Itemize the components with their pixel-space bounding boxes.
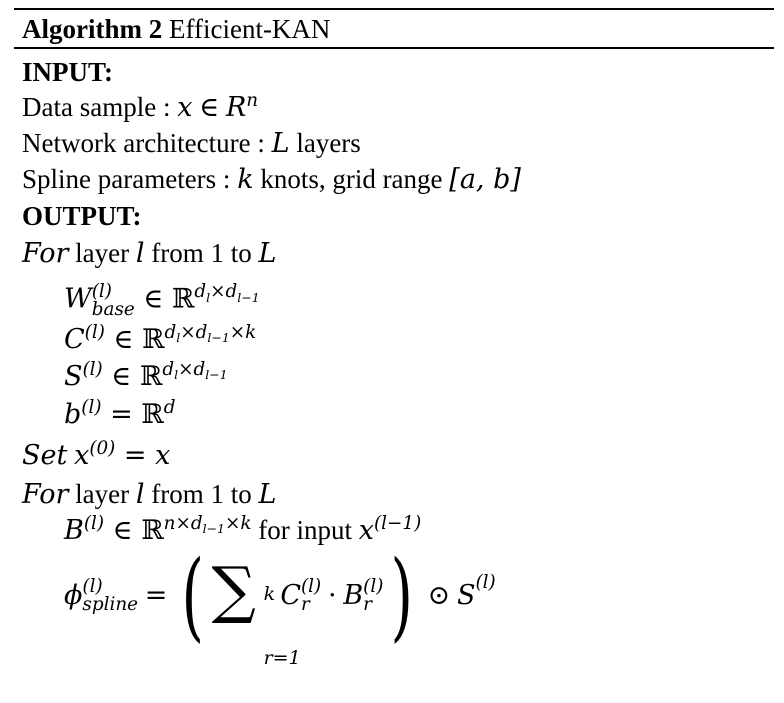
for-loop-1: For layer l from 1 to L [22, 238, 277, 269]
b-basis-line: $B^{(l)}$ ∈ ℝ$^{n\times d_{l-1}\times k}$ for input $x^{(l-1)}$ [64, 512, 422, 546]
algorithm-label: Algorithm 2 [22, 14, 163, 44]
summation [211, 553, 301, 669]
left-paren: ( [181, 540, 205, 652]
s-param-line: $S^{(l)}$ ∈ ℝ$^{d_l\times d_{l-1}}$ [64, 358, 228, 392]
for-loop-2: For layer l from 1 to L [22, 479, 277, 510]
c-param-line: $C^{(l)}$ ∈ ℝ$^{d_l\times d_{l-1}\times k}$ [64, 321, 257, 355]
network-architecture-line: Network architecture : L layers [22, 128, 361, 159]
w-base-param-line: W (l) base ∈ ℝ$^{d_l\times d_{l-1}}$ [64, 281, 260, 321]
sum-upper-limit: k [263, 583, 276, 605]
input-heading: INPUT: [22, 57, 113, 87]
data-sample-line: Data sample : x ∈ $R^n$ [22, 89, 259, 123]
algorithm-header [22, 16, 330, 43]
algorithm-name: Efficient-KAN [168, 14, 331, 44]
sum-lower-limit: r=1 [263, 647, 301, 669]
right-paren: ) [390, 540, 414, 652]
output-heading: OUTPUT: [22, 201, 142, 231]
set-line: Set $x^{(0)} = x$ [22, 437, 171, 471]
top-rule [14, 8, 774, 10]
header-rule [14, 47, 774, 49]
b-param-line: $b^{(l)}$ = ℝ$^d$ [64, 396, 176, 430]
sigma-symbol: ∑ [211, 553, 256, 626]
phi-spline-line: ϕ (l) spline = ( ∑ k r=1 C (l) r · B (l) r ) ⊙ $S^{(l)}$ [64, 548, 496, 638]
spline-parameters-line: Spline parameters : k knots, grid range [a, b] [22, 164, 521, 195]
